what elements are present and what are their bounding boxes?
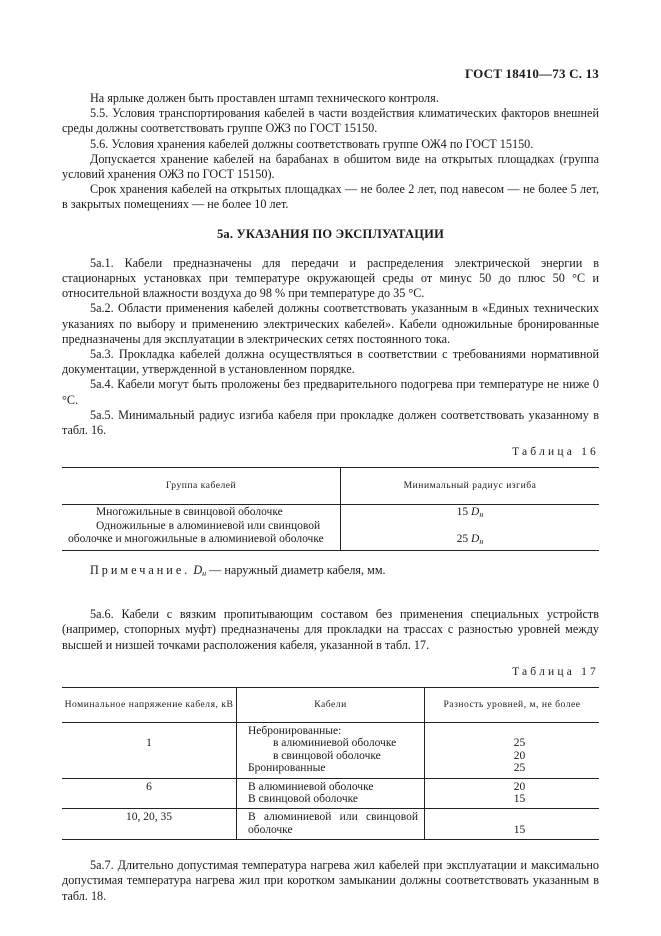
- table-header-cell: Разность уровней, м, не более: [425, 687, 600, 722]
- cable-group-line: Многожильные в свинцовой оболочке: [96, 506, 283, 519]
- voltage-cell: 10, 20, 35: [62, 809, 237, 840]
- level-diff-cell: 20 15: [425, 778, 600, 809]
- voltage-cell: 1: [62, 722, 237, 778]
- table-16-caption: Таблица 16: [512, 446, 599, 459]
- paragraph: Срок хранения кабелей на открытых площадках — не более 2 лет, под навесом — не более 5 лет, в закрытых помещениях — не более 10 лет.: [62, 182, 599, 212]
- paragraph: 5а.3. Прокладка кабелей должна осуществляться в соответствии с требованиями нормативной документации, утвержденной в установленном порядке.: [62, 347, 599, 377]
- table-row: [62, 505, 599, 551]
- bend-radius-value: 15 $D_н$: [456, 506, 484, 520]
- table-row: [62, 778, 599, 809]
- table-note: Примечание. $D_н$ — наружный диаметр кабеля, мм.: [90, 562, 386, 578]
- table-17-caption: Таблица 17: [512, 665, 599, 678]
- paragraph: 5а.1. Кабели предназначены для передачи и распределения электрической энергии в стационарных установках при температуре окружающей среды от минус 50 до плюс 50 °С и относительной влажности воздуха до 98 % при температуре до 35 °С.: [62, 255, 599, 301]
- paragraph: 5.5. Условия транспортирования кабелей в части воздействия климатических факторов внешней среды должны соответствовать группе ОЖЗ по ГОСТ 15150.: [62, 106, 599, 136]
- paragraph: На ярлыке должен быть проставлен штамп технического контроля.: [90, 91, 439, 105]
- paragraph: 5.6. Условия хранения кабелей должны соответствовать группе ОЖ4 по ГОСТ 15150.: [90, 136, 534, 151]
- table-cell: [62, 505, 341, 551]
- paragraph: 5а.4. Кабели могут быть проложены без предварительного подогрева при температуре не ниже 0 °С.: [62, 377, 599, 407]
- cables-cell: В алюминиевой оболочке В свинцовой оболочке: [237, 778, 425, 809]
- cables-cell: В алюминиевой или свинцовой оболочке: [237, 809, 425, 840]
- table-row: [62, 809, 599, 840]
- paragraph: Допускается хранение кабелей на барабанах в обшитом виде на открытых площадках (группа условий хранения ОЖЗ по ГОСТ 15150).: [62, 151, 599, 182]
- table-17: [62, 687, 599, 840]
- section-title: 5а. УКАЗАНИЯ ПО ЭКСПЛУАТАЦИИ: [216, 226, 445, 241]
- voltage-cell: 6: [62, 778, 237, 809]
- table-header-cell: Номинальное напряжение кабеля, кВ: [62, 687, 237, 722]
- paragraph: 5а.2. Области применения кабелей должны соответствовать указанным в «Единых технических указаниях по выбору и применению электрических кабелей». Кабели одножильные бронированные предназначены для эксплуатации в электрических сетях постоянного тока.: [62, 301, 599, 346]
- page-body: [62, 91, 599, 904]
- table-cell: [341, 505, 600, 551]
- page-header: ГОСТ 18410—73 С. 13: [465, 66, 599, 81]
- table-row: [62, 722, 599, 778]
- paragraph: 5а.6. Кабели с вязким пропитывающим составом без применения специальных устройств (например, стопорных муфт) предназначены для прокладки на трассах с разностью уровней между высшей и низшей точками расположения кабеля, указанной в табл. 17.: [62, 607, 599, 652]
- level-diff-cell: 15: [425, 809, 600, 840]
- table-header-cell: Кабели: [237, 687, 425, 722]
- level-diff-cell: 25 20 25: [513, 737, 526, 775]
- paragraph: 5а.5. Минимальный радиус изгиба кабеля при прокладке должен соответствовать указанному в табл. 16.: [62, 407, 599, 438]
- bend-radius-value: 25 $D_н$: [456, 533, 484, 547]
- cable-group-line: Одножильные в алюминиевой или свинцовой: [96, 519, 321, 532]
- table-header-cell: Группа кабелей: [62, 468, 341, 505]
- table-header-cell: Минимальный радиус изгиба: [341, 468, 600, 505]
- cable-group-line: оболочке и многожильные в алюминиевой оболочке: [68, 533, 324, 546]
- table-16: [62, 467, 599, 551]
- paragraph: 5а.7. Длительно допустимая температура нагрева жил кабелей при эксплуатации и максимально допустимая температура нагрева жил при коротком замыкании должны соответствовать указанным в табл. 18.: [62, 858, 599, 903]
- cables-cell: Небронированные: в алюминиевой оболочке в свинцовой оболочке Бронированные: [237, 722, 425, 778]
